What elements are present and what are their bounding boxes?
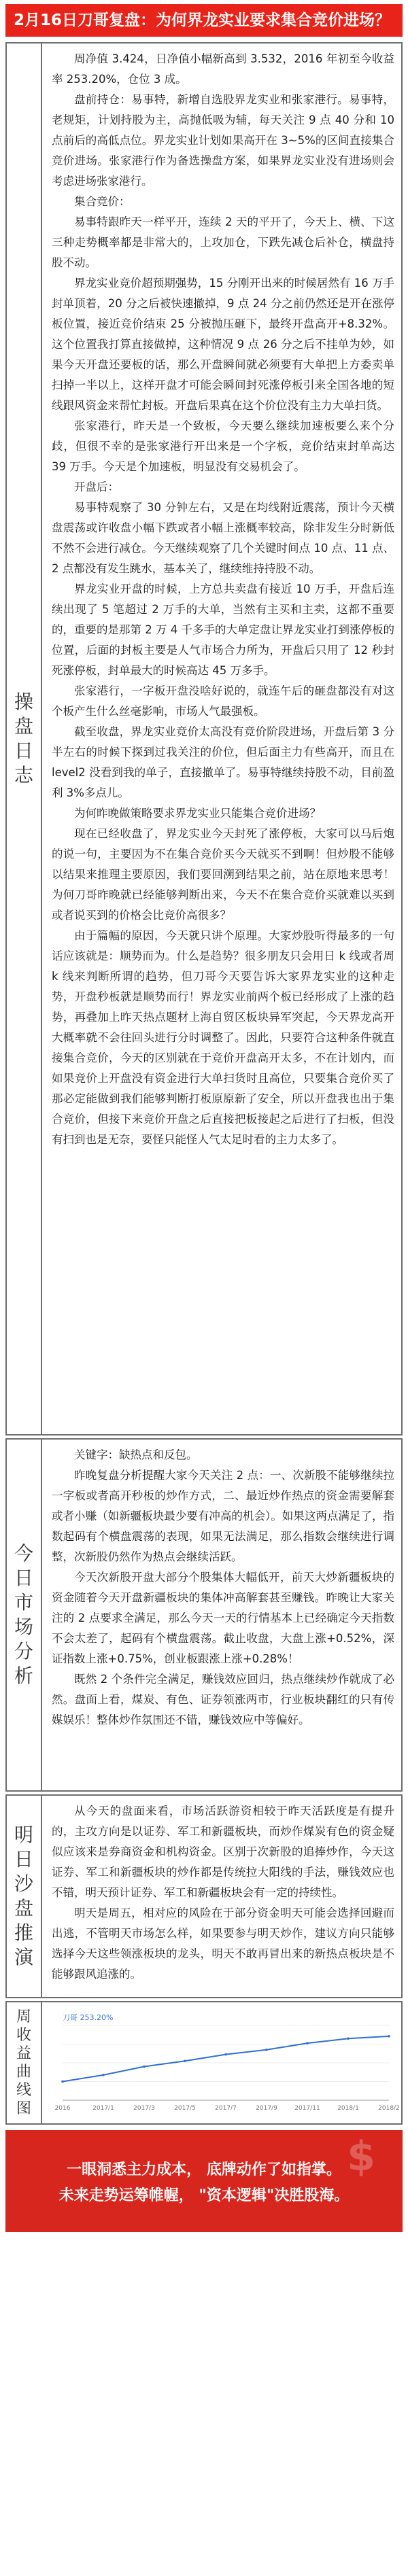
curve-label: 周收益曲线图 <box>16 2008 31 2117</box>
outlook-paragraph: 明天是周五，相对应的风险在于部分资金明天可能会选择回避而出逃，不管明天市场怎么样，如果要参与明天炒作，建议方向只能够选择今天这些领涨板块的龙头，明天不敢再冒出来的新热点板块是不能够跟风追涨的。 <box>52 1907 394 1981</box>
review-paragraph: 易事特跟昨天一样平开，连续 2 天的平开了，今天上、横、下这三种走势概率都是非常大的，上攻加仓，下跌先减仓后补仓，横盘持股不动。 <box>52 215 394 269</box>
chart-x-tick-label: 2017/11 <box>294 2105 320 2112</box>
review-paragraph: 界龙实业竞价超预期强势，15 分刚开出来的时候居然有 16 万手封单顶着，20 分之后被快速撤掉，9 点 24 分之前仍然还是开在涨停板位置，接近竞价结束 25 分被抛压砸下，最终开盘高开+8.32%。这个位置我打算直接做掉，这种情况 9 点 26 分之后不挂单为妙，如果今天开盘还要板的话，那么开盘瞬间就必须要有大单把上方委卖单扫掉一半以上，这样开盘才可能会瞬间封死涨停板引来全国各地的短线跟风资金来帮忙封板。开盘后果真在这个价位没有主力大单扫货。 <box>52 277 394 412</box>
chart-point <box>102 2074 105 2076</box>
curve-section <box>5 2001 403 2125</box>
market-analysis-section <box>5 1438 403 1792</box>
chart-point <box>265 2049 268 2051</box>
review-paragraph: 由于篇幅的原因，今天就只讲个原理。大家炒股听得最多的一句话应该就是：顺势而为。什么是趋势？很多朋友只会用日 k 线或者周 k 线来判断所谓的趋势，但刀哥今天要告诉大家界龙实业的这种走势，开盘秒板就是顺势而行！界龙实业前两个板已经形成了上涨的趋势，再叠加上昨天热点题材上海自贸区板块异军突起，今天界龙高开大概率就不会往回头进行分时调整了。因此，只要符合这种条件就直接集合竞价，今天的区别就在于竞价开盘高开太多，不在计划内，而如果竞价上开盘没有资金进行大单扫货时且高位，只要集合竞价买了那必定能做到我们能够判断打板原原新了安全，所以开盘我也出于集合竞价，但接下来竞价开盘之后直接把板接起之后进行了扫板，但没有扫到也是无奈，要怪只能怪人气太足时看的主力太多了。 <box>52 929 394 1146</box>
chart-point <box>347 2037 350 2040</box>
chart-x-tick-label: 2016 <box>54 2105 71 2112</box>
review-subhead: 开盘后： <box>74 481 119 493</box>
chart-point <box>224 2053 227 2056</box>
outlook-paragraph: 从今天的盘面来看，市场活跃游资相较于昨天活跃度是有提升的，主攻方向是以证券、军工和新疆板块，而炒作煤炭有色的资金疑似应该来是券商资金和机构资金。区别于次新股的追捧炒作，今天这证券、军工和新疆板块的炒作都是传统拉大阳线的手法，赚钱效应也不错，明天预计证券、军工和新疆板块会有一定的持续性。 <box>52 1805 394 1899</box>
review-paragraph: 界龙实业开盘的时候，上方总共卖盘有接近 10 万手，开盘后连续出现了 5 笔超过 2 万手的大单，当然有主买和主卖，这都不重要的，重要的是那第 2 万 4 千多手的大单定盘让界龙实业打到涨停板的位置，后面的封板主要是人气市场合力所为，开盘后只用了 12 秒封死涨停板，封单最大的时候高达 45 万多手。 <box>52 582 394 677</box>
chart-x-tick-label: 2017/5 <box>174 2105 196 2112</box>
outlook-content <box>42 1796 401 1997</box>
chart-x-tick-label: 2018/1 <box>337 2105 359 2112</box>
chart-point <box>306 2042 309 2044</box>
review-subhead: 为何昨晚做策略要求界龙实业只能集合竞价进场？ <box>74 807 321 820</box>
trading-log-content <box>42 43 401 1434</box>
page-title: 2月16日刀哥复盘：为何界龙实业要求集合竞价进场？ <box>5 4 403 37</box>
review-paragraph: 周净值 3.424，日净值小幅新高到 3.532，2016 年初至今收益率 253.20%，仓位 3 成。 <box>52 52 394 86</box>
market-keyword: 关键字：缺热点和反包。 <box>74 1448 198 1461</box>
chart-point <box>143 2066 146 2068</box>
outlook-section <box>5 1794 403 1998</box>
review-paragraph: 张家港行，一字板开盘没啥好说的，就连午后的砸盘都没有对这个板产生什么丝毫影响，市场人气最强板。 <box>52 684 394 718</box>
outlook-label: 明日沙盘推演 <box>14 1824 33 1968</box>
market-paragraph: 今天次新股开盘大部分个股集体大幅低开，前天大炒新疆板块的资金随着今天开盘新疆板块的集体冲高解套甚至赚钱。昨晚让大家关注的 2 点要求全满足，那么今天一天的行情基本上已经确定今天指数不会太差了，起码有个横盘震荡。截止收盘，大盘上涨+0.52%，深证指数上涨+0.75%，创业板跟涨上涨+0.28%！ <box>52 1571 394 1665</box>
chart-x-tick-label: 2017/9 <box>256 2105 277 2112</box>
chart-point <box>388 2035 390 2038</box>
curve-sidebar <box>7 2002 42 2123</box>
weekly-return-chart <box>50 2008 400 2117</box>
market-analysis-sidebar <box>7 1440 42 1790</box>
review-paragraph: 现在已经收盘了，界龙实业今天封死了涨停板，大家可以马后炮的说一句，主要因为不在集合竞价买今天就买不到啊！但炒股不能够以结果来推理主要原因，我们要回溯到结果之前，站在原地来思考！为何刀哥昨晚就已经能够判断出来，今天不在集合竞价买就难以买到或者说买到的价格会比竞价高很多？ <box>52 827 394 922</box>
trading-log-section <box>5 42 403 1435</box>
market-analysis-content <box>42 1440 401 1790</box>
review-paragraph: 截至收盘，界龙实业竞价太高没有竞价阶段进场，开盘后第 3 分半左右的时候下探到过我关注的价位，但后面主力有些高开，而且在 level2 没看到我的单子，直接撤单了。易事特继续持股不动，目前盈利 3%多点儿。 <box>52 725 394 799</box>
review-paragraph: 张家港行，昨天是一个致板，今天要么继续加速板要么来个分歧，但很不幸的是张家港行开出来是一个字板，竞价结束封单高达 39 万手。今天是个加速板，明显没有交易机会了。 <box>52 419 394 473</box>
dollar-icon: $ <box>347 2133 375 2180</box>
market-paragraph: 既然 2 个条件完全满足，赚钱效应回归，热点继续炒作就成了必然。盘面上看，煤炭、有色、证券领涨两市，行业板块翻红的只有传媒娱乐！整体炒作氛围还不错，赚钱效应中等偏好。 <box>52 1673 394 1726</box>
banner-line-2: 未来走势运筹帷幄， "资本逻辑"决胜股海。 <box>58 2187 350 2204</box>
market-paragraph: 昨晚复盘分析提醒大家今天关注 2 点：一、次新股不能够继续拉一字板或者高开秒板的炒作方式，二、最近炒作热点的资金需要解套或者小赚（如新疆板块最少要有冲高的机会）。如果这两点满足了，指数起码有个横盘震荡的表现，如果无法满足，那么指数会继续进行调整，次新股仍然作为热点会继续活跃。 <box>52 1469 394 1563</box>
trading-log-sidebar <box>7 43 42 1434</box>
chart-x-tick-label: 2017/3 <box>133 2105 155 2112</box>
review-paragraph: 盘前持仓：易事特，新增自选股界龙实业和张家港行。易事特，老规矩，计划持股为主，高抛低吸为辅，每天关注 9 点 40 分和 10 点前后的高低点位。界龙实业计划如果高开在 3~5%的区间直接集合竞价进场。张家港行作为备选操盘方案，如果界龙实业没有进场则会考虑进场张家港行。 <box>52 93 394 188</box>
chart-x-tick-label: 2018/2 <box>378 2105 400 2112</box>
review-paragraph: 易事特观察了 30 分钟左右，又是在均线附近震荡，预计今天横盘震荡或许收盘小幅下跌或者小幅上涨概率较高，除非发生分时新低不然不会进行减仓。今天继续观察了几个关键时间点 10 点、11 点、2 点都没有发生跳水，基本关了，继续维持持股不动。 <box>52 501 394 575</box>
chart-x-tick-label: 2017/7 <box>215 2105 237 2112</box>
chart-point <box>61 2081 64 2083</box>
banner-line-1: 一眼洞悉主力成本， 底牌动作了如指掌。 <box>67 2161 341 2178</box>
market-analysis-label: 今日市场分析 <box>14 1542 33 1687</box>
chart-point <box>184 2059 186 2062</box>
curve-chart-box <box>42 2002 401 2123</box>
review-subhead: 集合竞价： <box>74 195 131 208</box>
chart-x-tick-label: 2017/1 <box>92 2105 114 2112</box>
trading-log-label: 操盘日志 <box>14 691 33 786</box>
chart-x-ticks <box>55 2105 400 2112</box>
bottom-banner <box>5 2130 403 2232</box>
chart-legend: 刀哥 253.20% <box>63 2013 114 2022</box>
outlook-sidebar <box>7 1796 42 1997</box>
